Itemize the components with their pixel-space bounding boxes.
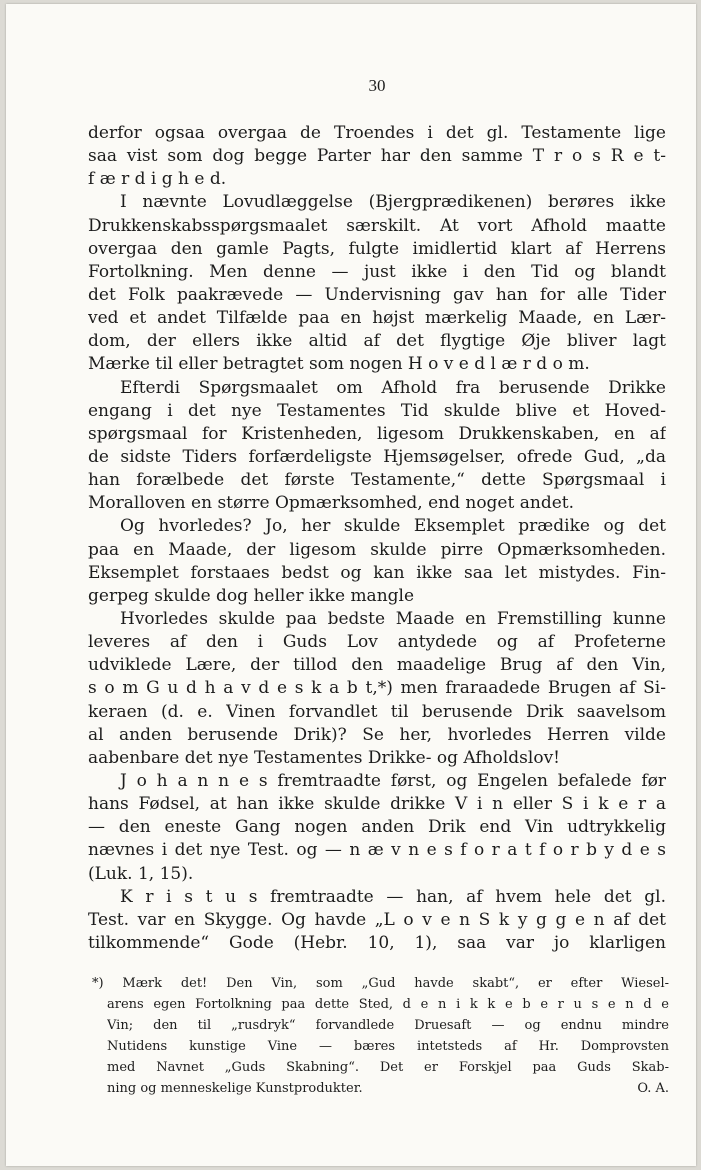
footnote-text: ning og menneskelige Kunstprodukter. — [107, 1081, 363, 1096]
body-text — [88, 122, 666, 955]
footnote-line: arens egen Fortolkning paa dette Sted, d e n i k k e b e r u s e n d e — [107, 997, 669, 1012]
text-line: s o m G u d h a v d e s k a b t,*) men fraraadede Brugen af Si- — [88, 678, 666, 699]
text-line: I nævnte Lovudlæggelse (Bjergprædikenen) berøres ikke — [120, 192, 666, 213]
text-line: J o h a n n e s fremtraadte først, og Engelen befalede før — [120, 770, 666, 791]
footnote-line — [107, 1078, 669, 1099]
text-line: de sidste Tiders forfærdeligste Hjemsøgelser, ofrede Gud, „da — [88, 446, 666, 467]
footnote-line — [92, 973, 669, 994]
text-line: paa en Maade, der ligesom skulde pirre Opmærksomheden. — [88, 539, 666, 560]
text-line: engang i det nye Testamentes Tid skulde blive et Hoved- — [88, 400, 666, 421]
text-line: han forælbede det første Testamente,“ dette Spørgsmaal i — [88, 470, 666, 491]
text-line: leveres af den i Guds Lov antydede og af Profeterne — [88, 632, 666, 653]
text-line: udviklede Lære, der tillod den maadelige Brug af den Vin, — [88, 655, 666, 676]
text-line: nævnes i det nye Test. og — n æ v n e s f o r a t f o r b y d e s — [88, 840, 666, 861]
footnote-line: Nutidens kunstige Vine — bæres intetsteds af Hr. Domprovsten — [107, 1039, 669, 1054]
text-line: gerpeg skulde dog heller ikke mangle — [88, 585, 415, 606]
text-line: hans Fødsel, at han ikke skulde drikke V i n eller S i k e r a — [88, 794, 666, 815]
page-number: 30 — [368, 76, 386, 95]
footnote-signature: O. A. — [637, 1081, 669, 1096]
footnote-line: med Navnet „Guds Skabning“. Det er Forskjel paa Guds Skab- — [107, 1060, 669, 1075]
text-line: dom, der ellers ikke altid af det flygtige Øje bliver lagt — [88, 331, 666, 352]
text-line: — den eneste Gang nogen anden Drik end Vin udtrykkelig — [88, 817, 666, 838]
text-line: Moralloven en større Opmærksomhed, end noget andet. — [88, 493, 574, 514]
text-line: aabenbare det nye Testamentes Drikke- og Afholdslov! — [88, 747, 561, 768]
text-line: spørgsmaal for Kristenheden, ligesom Drukkenskaben, en af — [88, 423, 666, 444]
footnote-text: Mærk det! Den Vin, som „Gud havde skabt“, er efter Wiesel- — [122, 976, 669, 991]
book-page — [6, 4, 696, 1166]
text-line: saa vist som dog begge Parter har den samme T r o s R e t- — [88, 146, 666, 167]
text-line: (Luk. 1, 15). — [88, 863, 194, 884]
text-line: Og hvorledes? Jo, her skulde Eksemplet prædike og det — [120, 516, 666, 537]
footnote — [92, 973, 669, 1099]
text-line: al anden berusende Drik)? Se her, hvorledes Herren vilde — [88, 724, 666, 745]
text-line: Fortolkning. Men denne — just ikke i den Tid og blandt — [88, 261, 666, 282]
text-line: Hvorledes skulde paa bedste Maade en Fremstilling kunne — [120, 608, 666, 629]
text-line: Eksemplet forstaaes bedst og kan ikke saa let mistydes. Fin- — [88, 562, 666, 583]
text-line: derfor ogsaa overgaa de Troendes i det gl. Testamente lige — [88, 123, 666, 143]
text-line: Efterdi Spørgsmaalet om Afhold fra berusende Drikke — [120, 377, 666, 398]
text-line: keraen (d. e. Vinen forvandlet til berusende Drik saavelsom — [88, 701, 666, 722]
text-line: Mærke til eller betragtet som nogen H o v e d l æ r d o m. — [88, 354, 590, 375]
text-line: f æ r d i g h e d. — [88, 169, 227, 190]
text-line: det Folk paakrævede — Undervisning gav han for alle Tider — [88, 284, 666, 305]
text-line: Drukkenskabsspørgsmaalet særskilt. At vort Afhold maatte — [88, 215, 666, 236]
text-line: K r i s t u s fremtraadte — han, af hvem hele det gl. — [120, 886, 666, 907]
text-line: overgaa den gamle Pagts, fulgte imidlertid klart af Herrens — [88, 238, 666, 259]
footnote-marker: *) — [92, 976, 104, 991]
text-line: tilkommende“ Gode (Hebr. 10, 1), saa var jo klarligen — [88, 932, 666, 953]
footnote-line: Vin; den til „rusdryk“ forvandlede Druesaft — og endnu mindre — [107, 1018, 669, 1033]
text-line: Test. var en Skygge. Og havde „L o v e n S k y g g e n af det — [88, 909, 666, 930]
text-line: ved et andet Tilfælde paa en højst mærkelig Maade, en Lær- — [88, 308, 666, 329]
